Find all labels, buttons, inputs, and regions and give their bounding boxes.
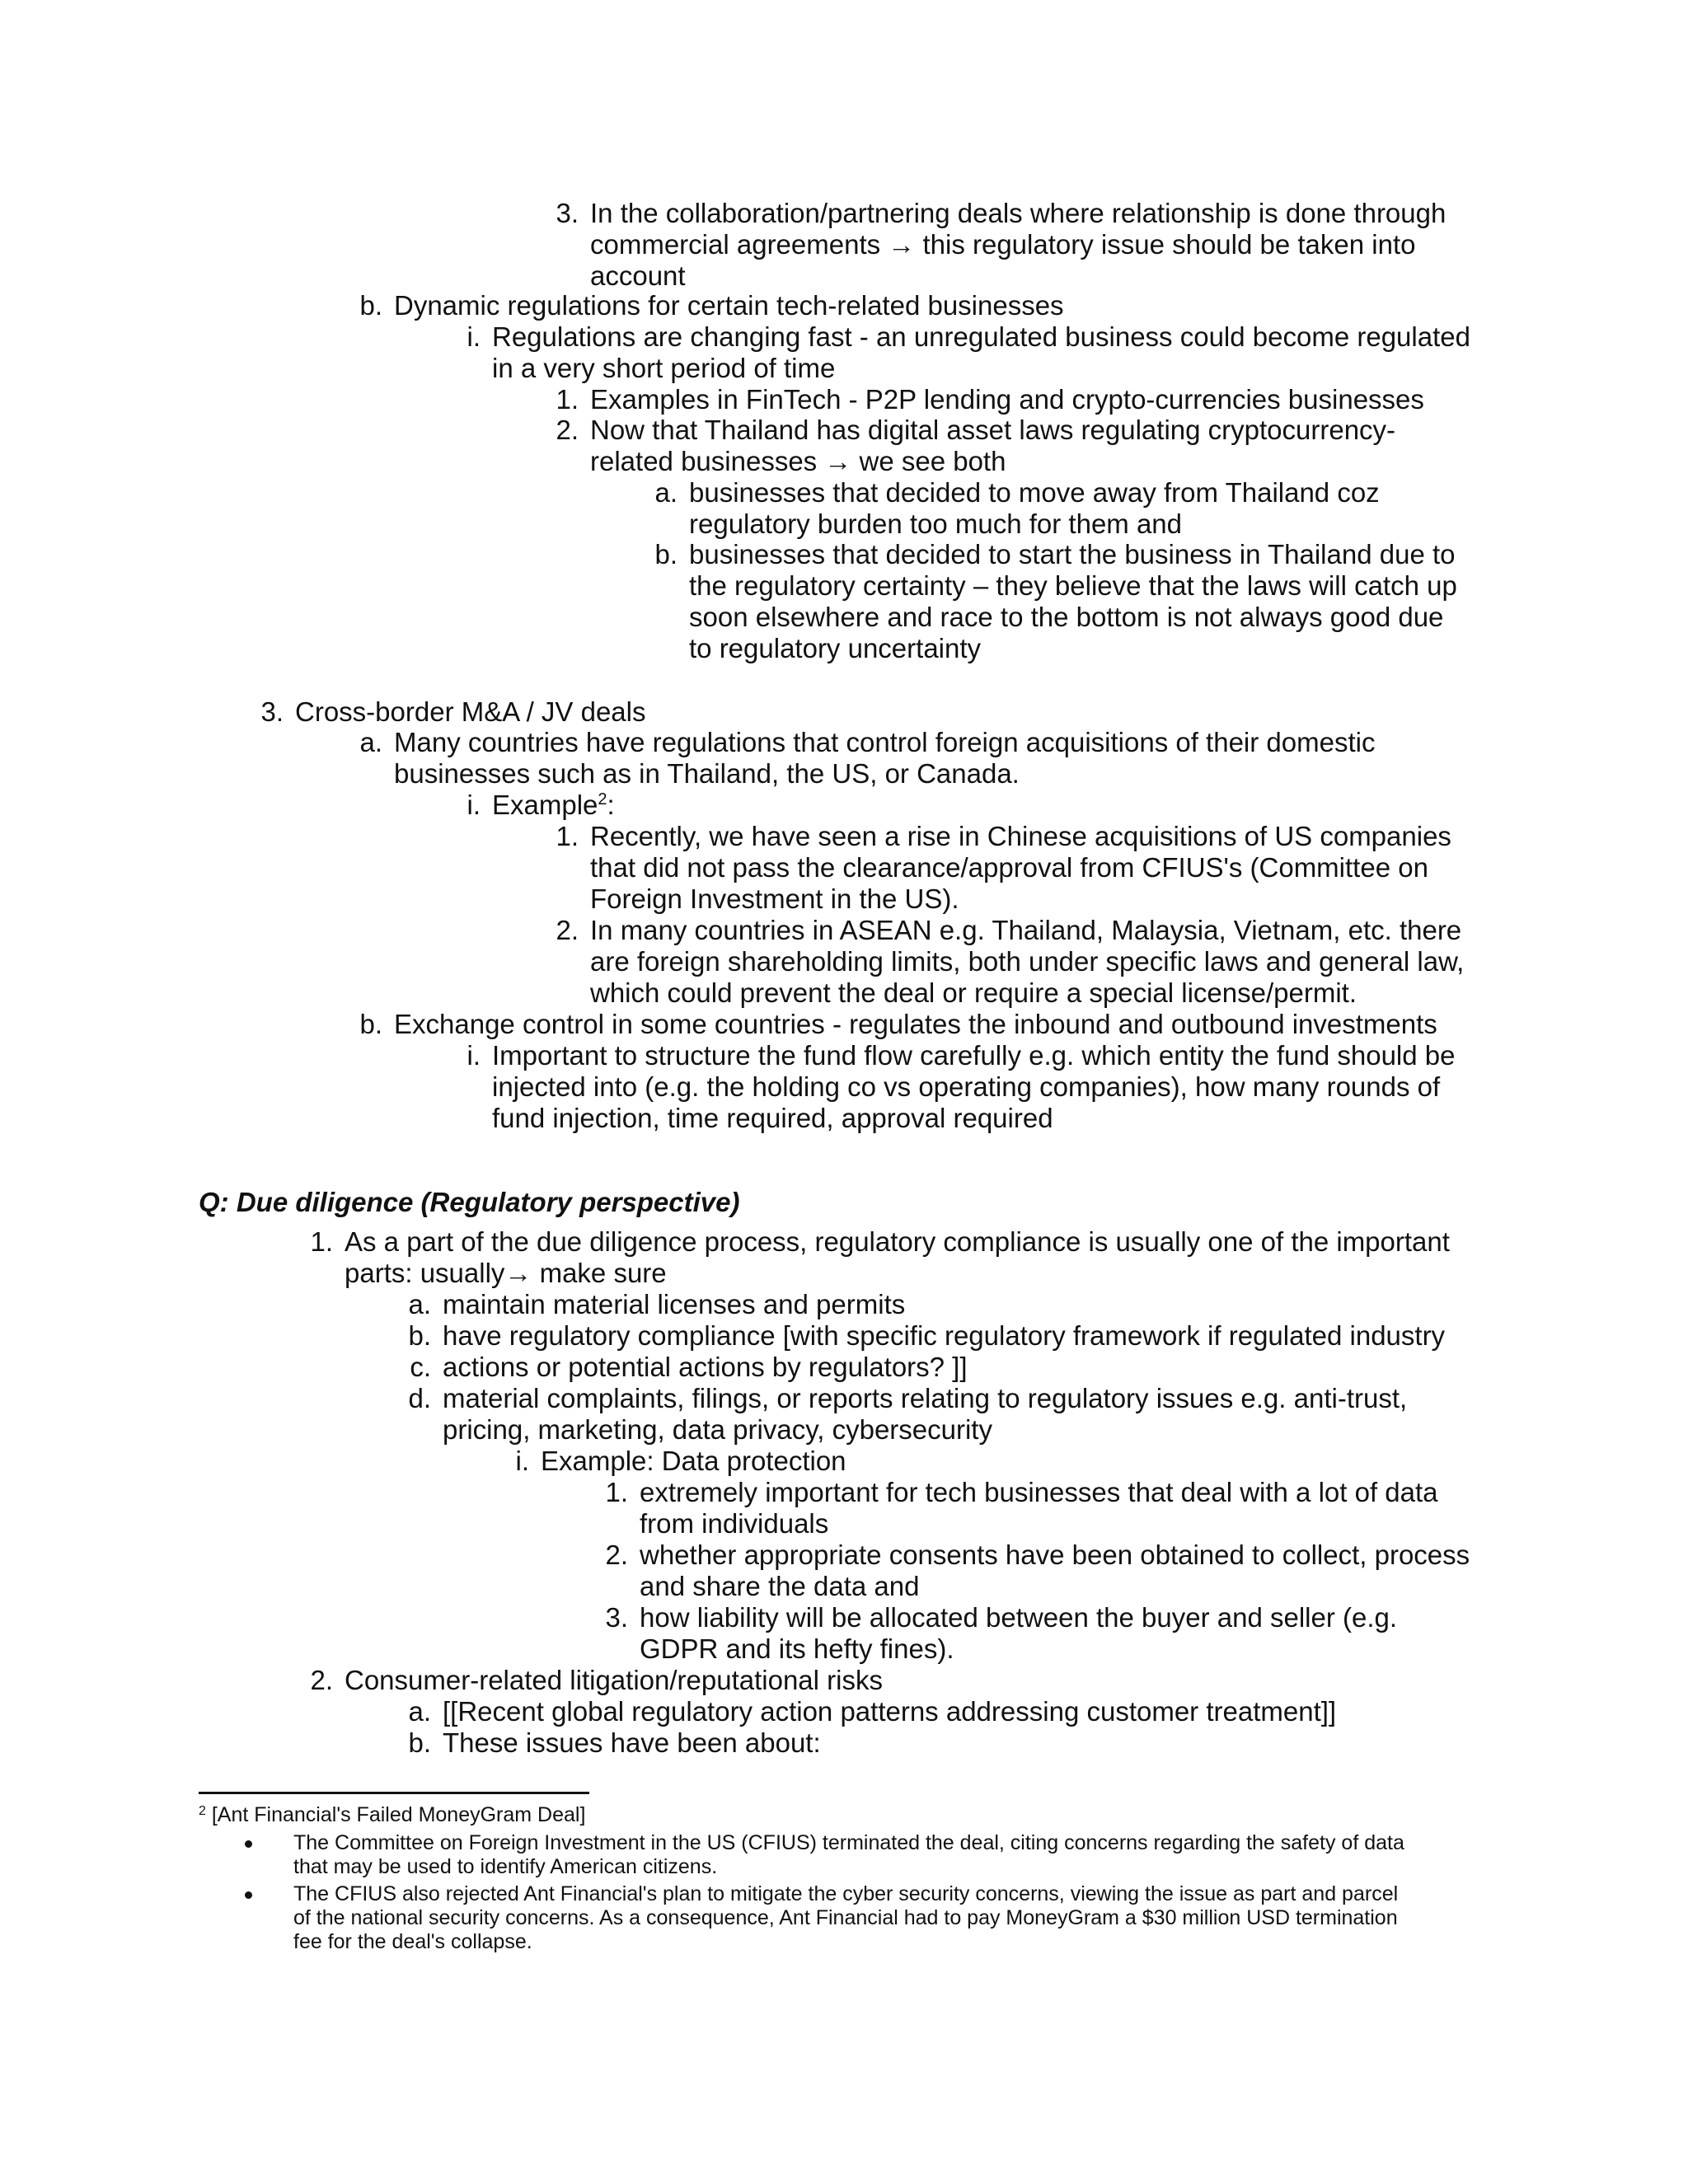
text-line bbox=[689, 602, 1443, 633]
text-line bbox=[689, 570, 1457, 602]
line-text: how liability will be allocated between the buyer and seller (e.g. bbox=[640, 1602, 1398, 1633]
line-text: material complaints, filings, or reports relating to regulatory issues e.g. anti-trust, bbox=[443, 1383, 1408, 1413]
line-text: Important to structure the fund flow carefully e.g. which entity the fund should be bbox=[492, 1040, 1456, 1071]
footnote-title bbox=[199, 1803, 585, 1830]
footnote-line: fee for the deal's collapse. bbox=[293, 1930, 532, 1953]
line-text: maintain material licenses and permits bbox=[443, 1289, 906, 1319]
line-text: Now that Thailand has digital asset laws regulating cryptocurrency- bbox=[590, 415, 1396, 445]
line-text: whether appropriate consents have been obtained to collect, process bbox=[640, 1540, 1470, 1570]
text-line bbox=[394, 290, 1064, 321]
line-text: In many countries in ASEAN e.g. Thailand, Malaysia, Vietnam, etc. there bbox=[590, 915, 1462, 945]
line-suffix: : bbox=[607, 790, 615, 820]
line-text: related businesses → we see both bbox=[590, 446, 1006, 476]
text-line bbox=[295, 696, 646, 728]
list-marker: 3. bbox=[605, 1602, 628, 1633]
line-text: Recently, we have seen a rise in Chinese acquisitions of US companies bbox=[590, 821, 1451, 851]
text-line bbox=[689, 509, 1182, 540]
line-text: are foreign shareholding limits, both under specific laws and general law, bbox=[590, 946, 1465, 977]
text-line bbox=[590, 977, 1357, 1009]
list-marker: 2. bbox=[556, 415, 579, 445]
line-text: Foreign Investment in the US). bbox=[590, 883, 959, 914]
text-line bbox=[394, 758, 1020, 790]
list-marker: b. bbox=[359, 1009, 382, 1039]
text-line bbox=[492, 1071, 1440, 1103]
text-line bbox=[492, 1040, 1456, 1071]
text-line bbox=[590, 883, 959, 915]
line-text: that did not pass the clearance/approval from CFIUS's (Committee on bbox=[590, 852, 1428, 883]
text-line bbox=[443, 1414, 992, 1446]
line-text: Exchange control in some countries - regulates the inbound and outbound investments bbox=[394, 1009, 1437, 1039]
list-marker: 2. bbox=[605, 1540, 628, 1570]
line-text: Many countries have regulations that control foreign acquisitions of their domestic bbox=[394, 727, 1376, 757]
list-marker: 2. bbox=[556, 915, 579, 945]
list-marker: 3. bbox=[260, 696, 284, 727]
text-line bbox=[443, 1352, 968, 1383]
line-text: actions or potential actions by regulators? ]] bbox=[443, 1352, 968, 1382]
line-text: commercial agreements → this regulatory issue should be taken into bbox=[590, 229, 1416, 260]
list-marker: i. bbox=[467, 790, 481, 820]
footnote-line: The CFIUS also rejected Ant Financial's plan to mitigate the cyber security concerns, viewing the issue as part and parcel bbox=[293, 1882, 1399, 1905]
list-marker: 3. bbox=[556, 198, 579, 228]
text-line bbox=[492, 1103, 1053, 1134]
line-text: Regulations are changing fast - an unregulated business could become regulated bbox=[492, 321, 1470, 352]
line-text: the regulatory certainty – they believe that the laws will catch up bbox=[689, 570, 1457, 601]
text-line bbox=[590, 415, 1395, 446]
list-marker: i. bbox=[467, 1040, 481, 1071]
text-line bbox=[394, 727, 1375, 758]
list-marker: b. bbox=[359, 290, 382, 321]
text-line bbox=[345, 1258, 667, 1289]
line-text: businesses such as in Thailand, the US, or Canada. bbox=[394, 758, 1020, 789]
text-line bbox=[443, 1696, 1336, 1727]
text-line bbox=[590, 446, 1006, 477]
bullet-icon bbox=[245, 1891, 252, 1899]
list-marker: 1. bbox=[556, 384, 579, 415]
text-line bbox=[394, 1009, 1437, 1040]
text-line bbox=[443, 1289, 905, 1320]
footnote-number: 2 bbox=[199, 1804, 206, 1818]
text-line bbox=[689, 539, 1456, 570]
text-line bbox=[590, 384, 1424, 415]
text-line bbox=[541, 1446, 846, 1477]
text-line bbox=[443, 1383, 1407, 1414]
line-text: have regulatory compliance [with specific regulatory framework if regulated industry bbox=[443, 1320, 1446, 1351]
line-text: Consumer-related litigation/reputational risks bbox=[345, 1665, 883, 1695]
line-text: As a part of the due diligence process, regulatory compliance is usually one of the important bbox=[345, 1226, 1450, 1257]
list-marker: b. bbox=[408, 1727, 431, 1758]
line-text: In the collaboration/partnering deals where relationship is done through bbox=[590, 198, 1447, 228]
list-marker: 1. bbox=[556, 821, 579, 851]
line-text: [[Recent global regulatory action patterns addressing customer treatment]] bbox=[443, 1696, 1337, 1727]
line-text: GDPR and its hefty fines). bbox=[640, 1633, 954, 1664]
line-text: regulatory burden too much for them and bbox=[689, 509, 1183, 539]
text-line bbox=[590, 915, 1461, 946]
list-marker: a. bbox=[408, 1696, 431, 1727]
line-text: account bbox=[590, 260, 686, 291]
list-marker: i. bbox=[515, 1446, 529, 1476]
text-line bbox=[640, 1602, 1397, 1633]
text-line bbox=[640, 1571, 919, 1602]
text-line bbox=[689, 477, 1380, 509]
line-text: injected into (e.g. the holding co vs operating companies), how many rounds of bbox=[492, 1071, 1441, 1102]
text-line bbox=[590, 198, 1446, 229]
list-marker: d. bbox=[408, 1383, 431, 1413]
list-marker: 1. bbox=[310, 1226, 333, 1257]
text-line bbox=[590, 821, 1451, 852]
text-line bbox=[443, 1320, 1445, 1352]
text-line bbox=[590, 946, 1464, 977]
list-marker: 1. bbox=[605, 1477, 628, 1507]
text-line bbox=[443, 1727, 821, 1759]
line-text: businesses that decided to move away from Thailand coz bbox=[689, 477, 1380, 508]
text-line bbox=[590, 229, 1416, 260]
text-line bbox=[640, 1633, 954, 1665]
line-text: parts: usually→ make sure bbox=[345, 1258, 667, 1288]
footnote-line: of the national security concerns. As a consequence, Ant Financial had to pay MoneyGram a $30 million USD termination bbox=[293, 1906, 1398, 1929]
line-text: Cross-border M&A / JV deals bbox=[295, 696, 646, 727]
list-marker: a. bbox=[359, 727, 382, 757]
footnote-title-text: [Ant Financial's Failed MoneyGram Deal] bbox=[211, 1803, 586, 1826]
list-marker: a. bbox=[654, 477, 678, 508]
text-line bbox=[640, 1477, 1438, 1508]
footnote-line: that may be used to identify American citizens. bbox=[293, 1855, 718, 1878]
text-line bbox=[345, 1226, 1450, 1258]
text-line bbox=[492, 321, 1470, 353]
list-marker: c. bbox=[410, 1352, 431, 1382]
text-line bbox=[640, 1508, 828, 1540]
line-text: fund injection, time required, approval required bbox=[492, 1103, 1053, 1133]
line-text: Example: Data protection bbox=[541, 1446, 846, 1476]
line-text: These issues have been about: bbox=[443, 1727, 821, 1758]
line-text: pricing, marketing, data privacy, cybersecurity bbox=[443, 1414, 992, 1445]
text-line bbox=[492, 790, 615, 825]
list-marker: 2. bbox=[310, 1665, 333, 1695]
line-text: and share the data and bbox=[640, 1571, 920, 1601]
list-marker: a. bbox=[408, 1289, 431, 1319]
text-line bbox=[590, 260, 686, 292]
bullet-icon bbox=[245, 1840, 252, 1848]
list-marker: i. bbox=[467, 321, 481, 352]
text-line bbox=[689, 633, 981, 664]
line-text: from individuals bbox=[640, 1508, 829, 1539]
line-text: Dynamic regulations for certain tech-related businesses bbox=[394, 290, 1064, 321]
text-line bbox=[345, 1665, 883, 1696]
text-line bbox=[590, 852, 1428, 883]
footnote-reference[interactable]: 2 bbox=[598, 790, 607, 808]
line-text: Example bbox=[492, 790, 598, 820]
line-text: businesses that decided to start the business in Thailand due to bbox=[689, 539, 1456, 569]
line-text: soon elsewhere and race to the bottom is not always good due bbox=[689, 602, 1444, 632]
section-heading: Q: Due diligence (Regulatory perspective) bbox=[199, 1187, 740, 1217]
line-text: in a very short period of time bbox=[492, 353, 836, 383]
line-text: Examples in FinTech - P2P lending and crypto-currencies businesses bbox=[590, 384, 1424, 415]
text-line bbox=[492, 353, 835, 384]
line-text: extremely important for tech businesses that deal with a lot of data bbox=[640, 1477, 1438, 1507]
text-line bbox=[640, 1540, 1470, 1571]
line-text: to regulatory uncertainty bbox=[689, 633, 982, 663]
line-text: which could prevent the deal or require a special license/permit. bbox=[590, 977, 1357, 1008]
footnote-line: The Committee on Foreign Investment in the US (CFIUS) terminated the deal, citing concerns regarding the safety of data bbox=[293, 1831, 1404, 1854]
list-marker: b. bbox=[654, 539, 678, 569]
footnote-separator bbox=[199, 1792, 589, 1794]
list-marker: b. bbox=[408, 1320, 431, 1351]
